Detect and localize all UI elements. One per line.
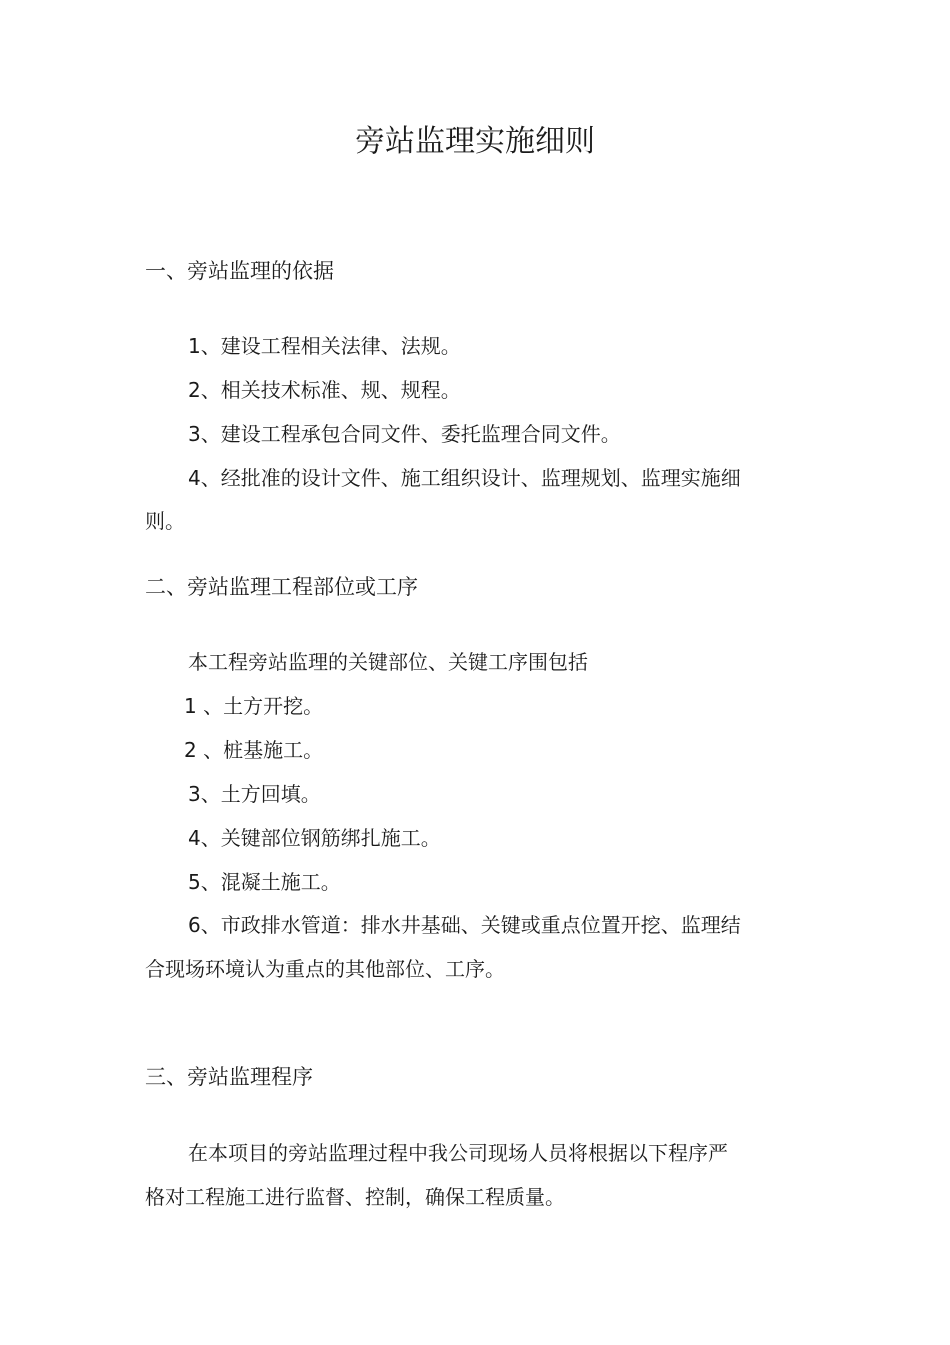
parts-item-6-continued: 合现场环境认为重点的其他部位、工序。 (145, 957, 505, 981)
document-title: 旁站监理实施细则 (355, 124, 595, 159)
basis-item-1: 1、建设工程相关法律、法规。 (188, 334, 461, 358)
parts-item-1: 1 、土方开挖。 (184, 694, 324, 718)
basis-item-2: 2、相关技术标准、规、规程。 (188, 378, 461, 402)
procedure-paragraph-line-2: 格对工程施工进行监督、控制，确保工程质量。 (145, 1185, 565, 1209)
basis-item-4: 4、经批准的设计文件、施工组织设计、监理规划、监理实施细 (188, 466, 741, 490)
basis-item-3: 3、建设工程承包合同文件、委托监理合同文件。 (188, 422, 621, 446)
section-heading-parts: 二、旁站监理工程部位或工序 (145, 575, 418, 599)
basis-item-4-continued: 则。 (145, 509, 185, 533)
procedure-paragraph-line-1: 在本项目的旁站监理过程中我公司现场人员将根据以下程序严 (188, 1141, 728, 1165)
parts-item-3: 3、土方回填。 (188, 782, 321, 806)
parts-intro: 本工程旁站监理的关键部位、关键工序围包括 (188, 650, 588, 674)
section-heading-basis: 一、旁站监理的依据 (145, 259, 334, 283)
parts-item-4: 4、关键部位钢筋绑扎施工。 (188, 826, 441, 850)
parts-item-6: 6、市政排水管道：排水井基础、关键或重点位置开挖、监理结 (188, 913, 741, 937)
parts-item-5: 5、混凝土施工。 (188, 870, 341, 894)
parts-item-2: 2 、桩基施工。 (184, 738, 324, 762)
section-heading-procedure: 三、旁站监理程序 (145, 1065, 313, 1089)
